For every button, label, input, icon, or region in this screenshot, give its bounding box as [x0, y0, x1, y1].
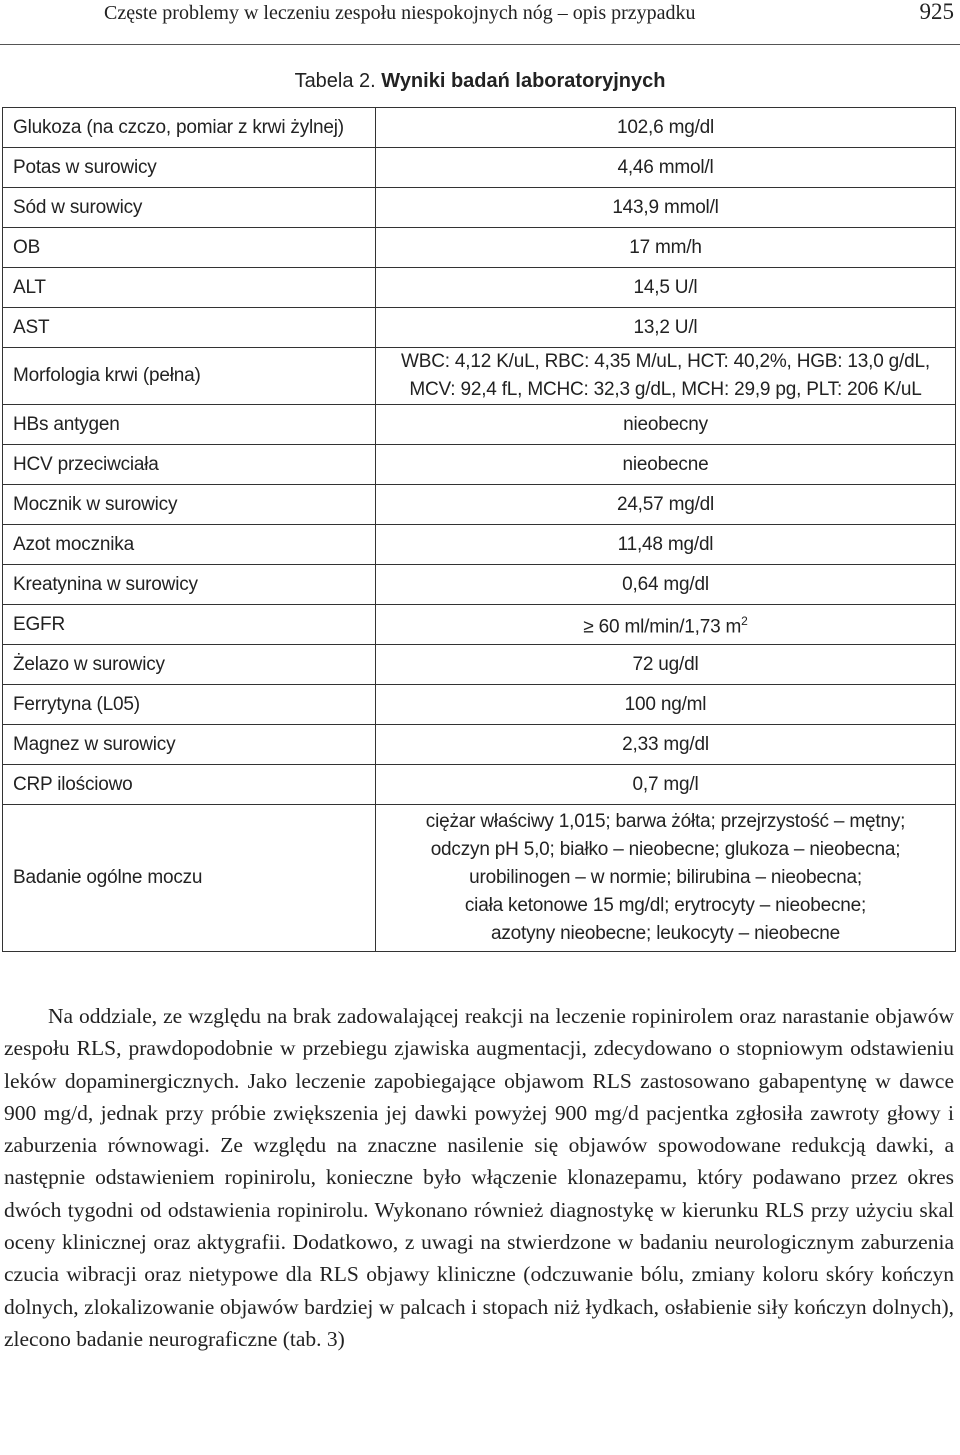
test-value-cell	[376, 188, 956, 228]
test-name-cell: Azot mocznika	[3, 525, 376, 565]
value-line: ciała ketonowe 15 mg/dl; erytrocyty – nieobecne;	[464, 895, 867, 916]
test-value-cell	[376, 405, 956, 445]
table-row	[3, 308, 956, 348]
table-row	[3, 445, 956, 485]
test-name-cell: CRP ilościowo	[3, 765, 376, 805]
test-name-cell: Ferrytyna (L05)	[3, 685, 376, 725]
table-row	[3, 268, 956, 308]
table-row	[3, 348, 956, 405]
table-caption	[0, 70, 960, 93]
test-name-cell: Morfologia krwi (pełna)	[3, 348, 376, 405]
value-text: 14,5 U/l	[633, 276, 698, 298]
value-text: 0,64 mg/dl	[622, 573, 709, 595]
value-text: ≥ 60 ml/min/1,73 m	[583, 616, 742, 638]
value-line: urobilinogen – w normie; bilirubina – nieobecna;	[469, 867, 862, 888]
test-value-cell	[376, 565, 956, 605]
test-value-cell	[376, 445, 956, 485]
test-name-cell: Potas w surowicy	[3, 148, 376, 188]
table-row	[3, 805, 956, 952]
value-text: 24,57 mg/dl	[616, 493, 715, 515]
table-row	[3, 565, 956, 605]
test-name-cell: EGFR	[3, 605, 376, 645]
value-text: 13,2 U/l	[633, 316, 698, 338]
table-row	[3, 685, 956, 725]
value-text: 102,6 mg/dl	[616, 116, 715, 138]
test-value-cell	[376, 765, 956, 805]
test-name-cell: ALT	[3, 268, 376, 308]
running-title: Częste problemy w leczeniu zespołu niespokojnych nóg – opis przypadku	[104, 2, 696, 24]
test-name-cell: Glukoza (na czczo, pomiar z krwi żylnej)	[3, 108, 376, 148]
test-value-cell	[376, 485, 956, 525]
test-value-cell	[376, 525, 956, 565]
table-caption-title: Wyniki badań laboratoryjnych	[381, 70, 666, 92]
value-text: 100 ng/ml	[624, 693, 707, 715]
value-line: MCV: 92,4 fL, MCHC: 32,3 g/dL, MCH: 29,9 pg, PLT: 206 K/uL	[409, 379, 922, 400]
test-value-cell	[376, 268, 956, 308]
value-text: 17 mm/h	[629, 236, 702, 258]
value-text: 4,46 mmol/l	[617, 156, 714, 178]
value-text: nieobecny	[623, 413, 708, 435]
test-value-cell	[376, 685, 956, 725]
value-text: nieobecne	[622, 453, 709, 475]
test-value-cell	[376, 725, 956, 765]
value-line: odczyn pH 5,0; białko – nieobecne; glukoza – nieobecna;	[430, 839, 901, 860]
test-value-cell	[376, 605, 956, 645]
lab-results-table	[2, 107, 956, 952]
value-text: 0,7 mg/l	[632, 773, 699, 795]
value-text: 2,33 mg/dl	[622, 733, 709, 755]
page-number: 925	[919, 0, 954, 24]
test-name-cell: Magnez w surowicy	[3, 725, 376, 765]
value-line: WBC: 4,12 K/uL, RBC: 4,35 M/uL, HCT: 40,2%, HGB: 13,0 g/dL,	[401, 351, 930, 372]
test-value-cell	[376, 148, 956, 188]
test-value-cell	[376, 348, 956, 405]
test-name-cell: AST	[3, 308, 376, 348]
table-row	[3, 485, 956, 525]
value-text: 11,48 mg/dl	[617, 533, 714, 555]
test-name-cell: OB	[3, 228, 376, 268]
test-value-cell	[376, 108, 956, 148]
table-row	[3, 725, 956, 765]
body-paragraph: Na oddziale, ze względu na brak zadowalającej reakcji na leczenie ropinirolem oraz narastanie objawów zespołu RLS, prawdopodobnie w przebiegu zjawiska augmentacji, zdecydowano o stopniowym odstawieniu leków dopaminergicznych. Jako leczenie zapobiegające objawom RLS zastosowano gabapentynę w dawce 900 mg/d, jednak przy próbie zwiększenia jej dawki powyżej 900 mg/d pacjentka zgłosiła zawroty głowy i zaburzenia równowagi. Ze względu na znaczne nasilenie się objawów spowodowane redukcją dawki, a następnie odstawieniem ropinirolu, konieczne było włączenie klonazepamu, który podawano przez okres dwóch tygodni od odstawienia ropinirolu. Wykonano również diagnostykę w kierunku RLS przy użyciu skal oceny klinicznej oraz aktygrafii. Dodatkowo, z uwagi na stwierdzone w badaniu neurologicznym zaburzenia czucia wibracji oraz nietypowe dla RLS objawy kliniczne (odczuwanie bólu, zmiany koloru skóry kończyn dolnych, zlokalizowanie objawów bardziej w palcach i stopach niż łydkach, osłabienie siły kończyn dolnych), zlecono badanie neurograficzne (tab. 3)	[4, 1004, 954, 1351]
test-value-cell	[376, 645, 956, 685]
test-value-cell	[376, 228, 956, 268]
table-row	[3, 188, 956, 228]
running-header	[0, 0, 960, 45]
test-name-cell: Mocznik w surowicy	[3, 485, 376, 525]
value-line: azotyny nieobecne; leukocyty – nieobecne	[490, 923, 841, 944]
value-superscript: 2	[741, 614, 748, 629]
value-text: 72 ug/dl	[632, 653, 699, 675]
test-value-cell	[376, 805, 956, 952]
test-name-cell: HBs antygen	[3, 405, 376, 445]
test-name-cell: Żelazo w surowicy	[3, 645, 376, 685]
test-name-cell: Sód w surowicy	[3, 188, 376, 228]
test-value-cell	[376, 308, 956, 348]
value-line: ciężar właściwy 1,015; barwa żółta; przejrzystość – mętny;	[425, 811, 906, 832]
table-row	[3, 108, 956, 148]
value-text: 143,9 mmol/l	[612, 196, 719, 218]
test-name-cell: Badanie ogólne moczu	[3, 805, 376, 952]
table-caption-number: Tabela 2.	[294, 70, 376, 92]
table-row	[3, 645, 956, 685]
table-row	[3, 228, 956, 268]
table-row	[3, 405, 956, 445]
test-name-cell: Kreatynina w surowicy	[3, 565, 376, 605]
test-name-cell: HCV przeciwciała	[3, 445, 376, 485]
table-row	[3, 765, 956, 805]
table-row	[3, 605, 956, 645]
table-row	[3, 525, 956, 565]
table-row	[3, 148, 956, 188]
lab-results-body	[3, 108, 956, 952]
